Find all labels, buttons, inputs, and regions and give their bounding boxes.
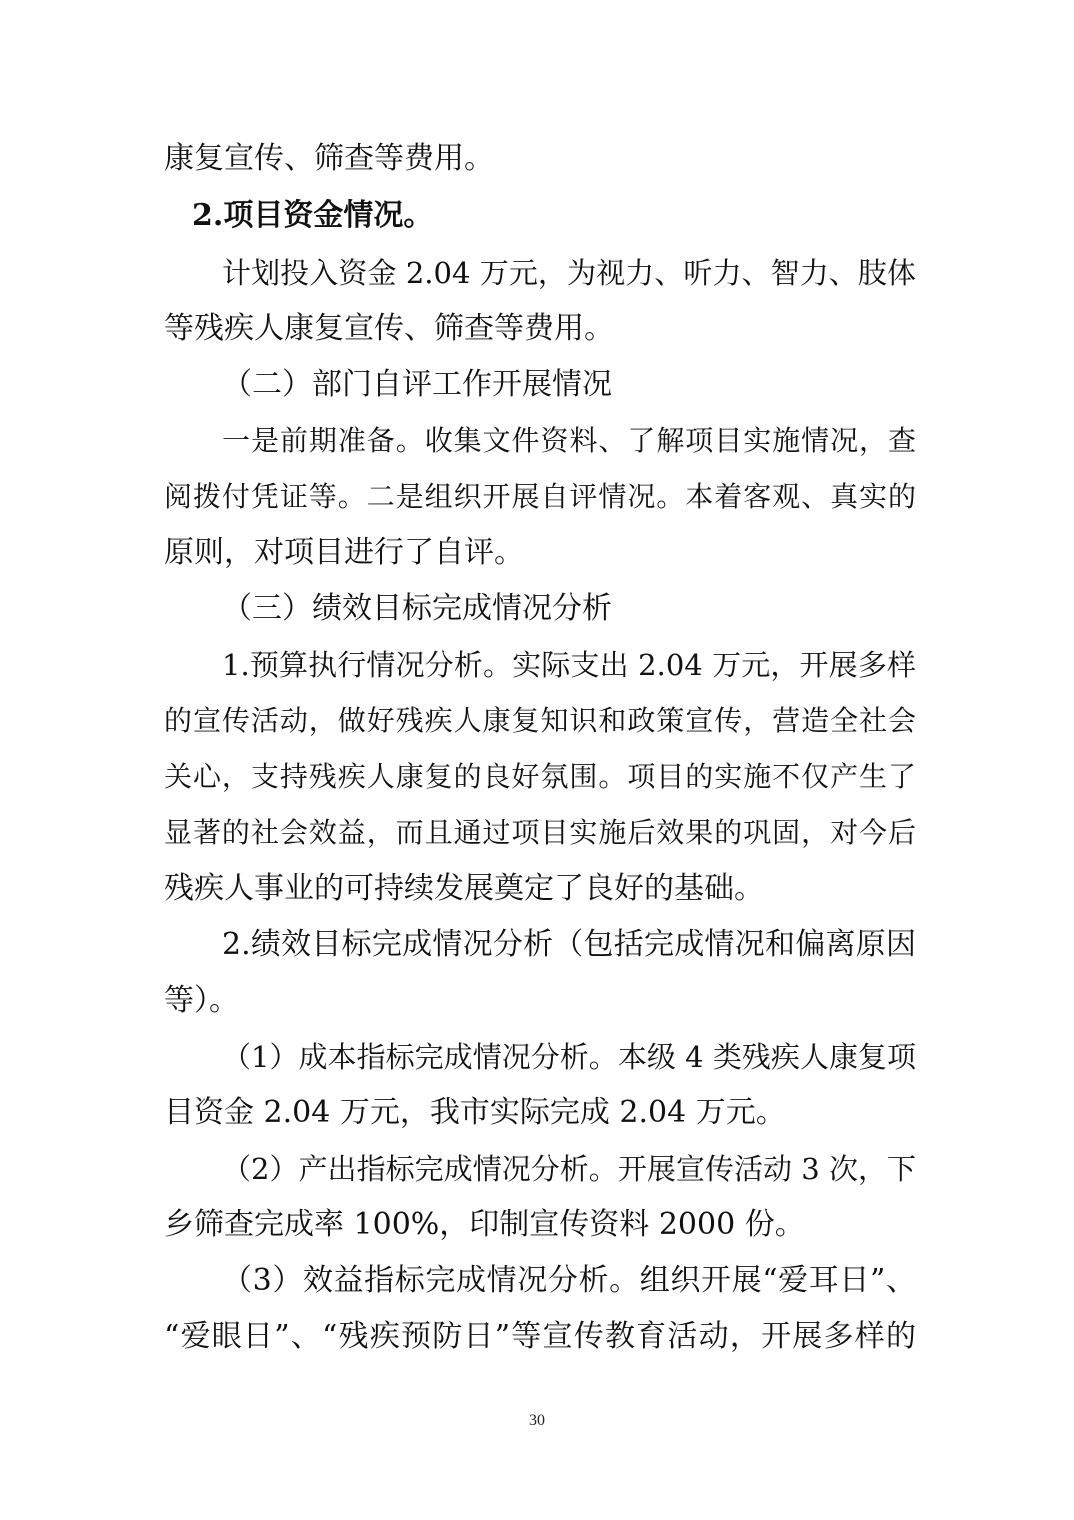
text-line: 残疾人事业的可持续发展奠定了良好的基础。 — [164, 871, 764, 906]
text-line: 1.预算执行情况分析。实际支出 2.04 万元，开展多样 — [222, 648, 916, 682]
text-line: “爱眼日”、“残疾预防日”等宣传教育活动，开展多样的 — [164, 1319, 916, 1354]
text-line: 原则，对项目进行了自评。 — [164, 535, 524, 570]
text-line: 等残疾人康复宣传、筛查等费用。 — [164, 311, 614, 346]
text-line: 目资金 2.04 万元，我市实际完成 2.04 万元。 — [164, 1095, 786, 1130]
section-heading: 2.项目资金情况。 — [192, 198, 434, 233]
text-line: （3）效益指标完成情况分析。组织开展“爱耳日”、 — [222, 1263, 916, 1298]
text-line: 等）。 — [164, 983, 239, 1018]
text-line: 一是前期准备。收集文件资料、了解项目实施情况，查 — [222, 424, 916, 457]
text-line: 的宣传活动，做好残疾人康复知识和政策宣传，营造全社会 — [164, 704, 916, 737]
text-line: 康复宣传、筛查等费用。 — [164, 141, 494, 176]
text-line: （1）成本指标完成情况分析。本级 4 类残疾人康复项 — [222, 1040, 916, 1074]
text-line: 阅拨付凭证等。二是组织开展自评情况。本着客观、真实的 — [164, 480, 916, 513]
page-number: 30 — [529, 1412, 545, 1429]
text-line: 2.绩效目标完成情况分析（包括完成情况和偏离原因 — [222, 927, 916, 962]
text-line: 计划投入资金 2.04 万元，为视力、听力、智力、肢体 — [222, 256, 916, 290]
section-heading: （二）部门自评工作开展情况 — [222, 367, 612, 402]
text-line: 关心，支持残疾人康复的良好氛围。项目的实施不仅产生了 — [164, 760, 916, 793]
text-line: 显著的社会效益，而且通过项目实施后效果的巩固，对今后 — [164, 816, 916, 849]
section-heading: （三）绩效目标完成情况分析 — [222, 591, 612, 626]
text-line: （2）产出指标完成情况分析。开展宣传活动 3 次，下 — [222, 1152, 916, 1186]
text-line: 乡筛查完成率 100%，印制宣传资料 2000 份。 — [164, 1207, 805, 1242]
